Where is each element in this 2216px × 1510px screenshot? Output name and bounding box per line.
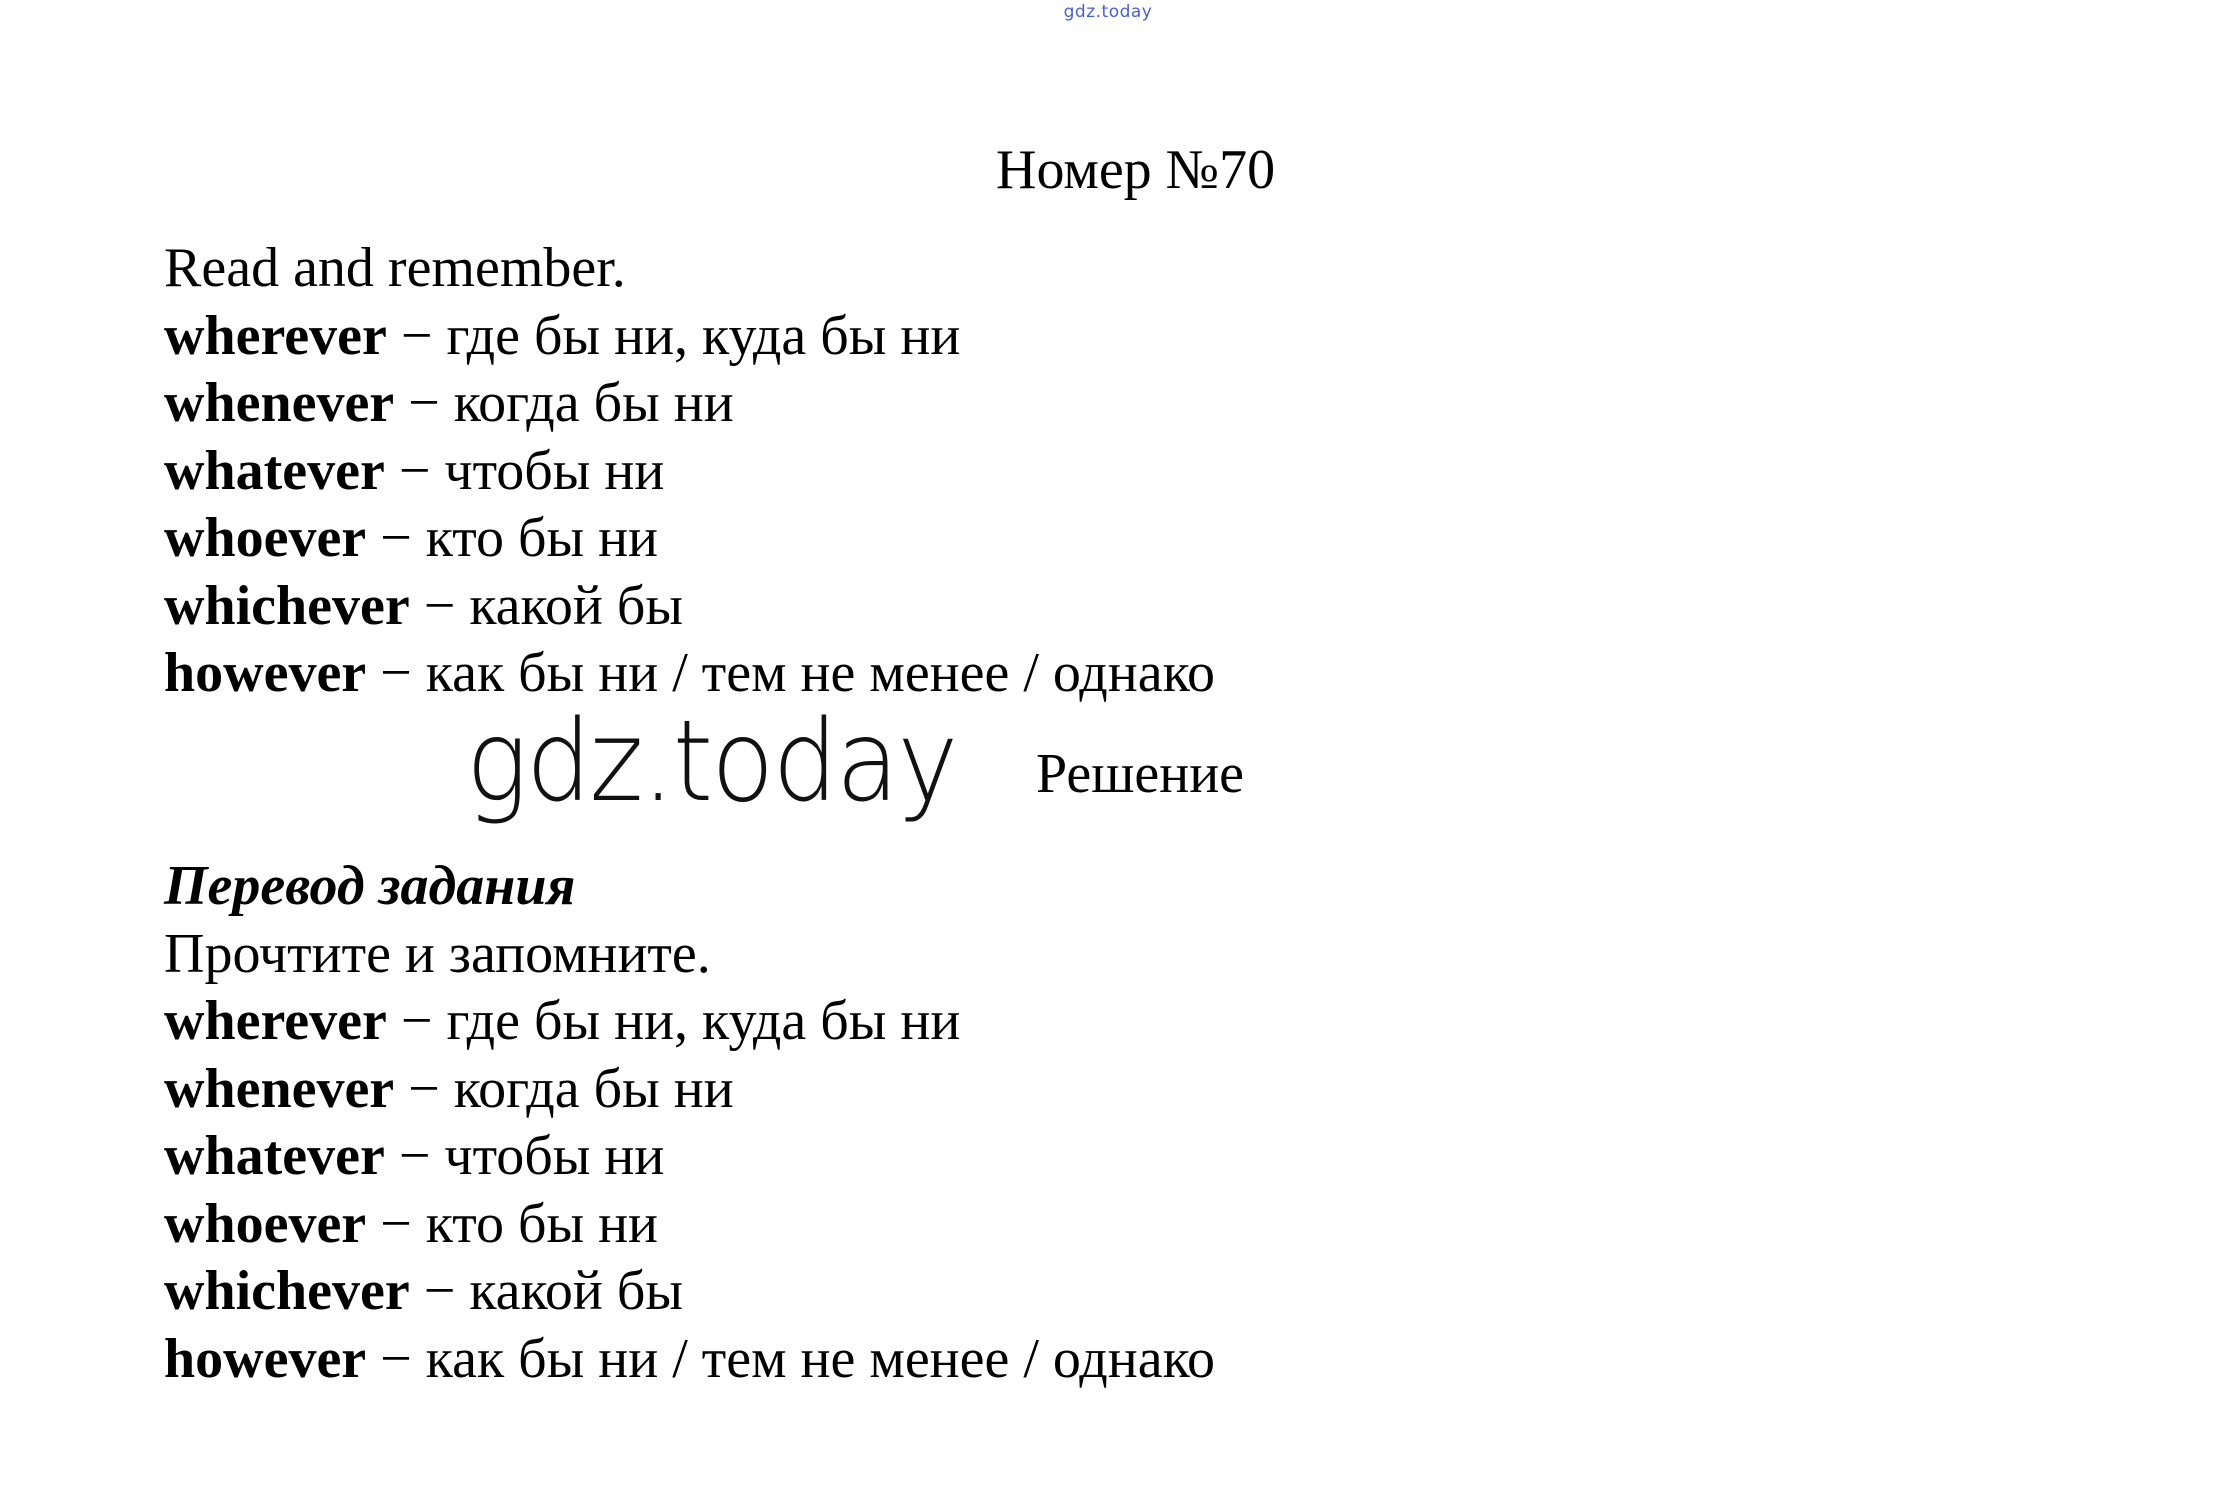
vocab-separator: − [386, 990, 447, 1052]
vocab-separator: − [366, 1192, 426, 1255]
page-title: Номер №70 [996, 139, 1276, 201]
vocab-separator: − [384, 1125, 445, 1187]
vocab-meaning: чтобы ни [444, 439, 665, 502]
vocab-separator: − [366, 507, 426, 569]
vocab-meaning: чтобы ни [444, 1125, 665, 1187]
vocab-separator: − [386, 304, 447, 367]
vocab-term: whoever [164, 1192, 367, 1255]
vocab-meaning: какой бы [469, 1260, 683, 1322]
solution-watermark [466, 692, 1245, 832]
translation-section [164, 853, 1215, 1393]
translation-instruction: Прочтите и запомните. [164, 922, 711, 985]
site-watermark-top: gdz.today [1063, 2, 1153, 22]
vocab-item [164, 988, 1215, 1056]
vocab-separator: − [394, 372, 454, 434]
vocab-meaning: где бы ни, куда бы ни [446, 990, 961, 1052]
vocab-separator: − [366, 1327, 426, 1390]
vocab-term: wherever [164, 304, 387, 367]
site-logo: gdz.today [466, 697, 957, 827]
vocab-separator: − [409, 1260, 470, 1322]
vocab-item [164, 438, 1215, 506]
vocab-meaning: как бы ни / тем не менее / однако [425, 642, 1215, 704]
vocab-item [164, 1056, 1215, 1124]
vocab-separator: − [384, 439, 445, 502]
vocab-meaning: какой бы [469, 574, 683, 637]
solution-label: Решение [1036, 743, 1245, 805]
vocab-meaning: кто бы ни [425, 1192, 659, 1255]
translation-heading: Перевод задания [164, 855, 576, 917]
vocab-meaning: как бы ни / тем не менее / однако [425, 1327, 1215, 1390]
vocab-item [164, 505, 1215, 573]
vocab-item [164, 370, 1215, 438]
vocab-term: whenever [164, 372, 395, 434]
vocab-term: whoever [164, 507, 367, 569]
vocab-item [164, 303, 1215, 371]
vocab-meaning: кто бы ни [425, 507, 659, 569]
vocab-term: whenever [164, 1057, 395, 1120]
vocab-meaning: где бы ни, куда бы ни [446, 304, 961, 367]
vocab-item [164, 1258, 1215, 1326]
vocab-term: whichever [164, 574, 410, 637]
vocab-item [164, 1326, 1215, 1394]
task-instruction: Read and remember. [164, 237, 626, 299]
vocab-meaning: когда бы ни [453, 372, 734, 434]
vocab-separator: − [394, 1057, 454, 1120]
vocab-term: however [164, 1327, 367, 1390]
vocab-term: whatever [164, 1125, 385, 1187]
task-section [164, 235, 1215, 708]
vocab-term: whichever [164, 1260, 410, 1322]
vocab-term: wherever [164, 990, 387, 1052]
vocab-meaning: когда бы ни [453, 1057, 734, 1120]
vocab-term: whatever [164, 439, 385, 502]
vocab-separator: − [366, 642, 426, 704]
vocab-item [164, 1123, 1215, 1191]
vocab-term: however [164, 642, 367, 704]
vocab-item [164, 573, 1215, 641]
vocab-item [164, 1191, 1215, 1259]
vocab-separator: − [409, 574, 470, 637]
